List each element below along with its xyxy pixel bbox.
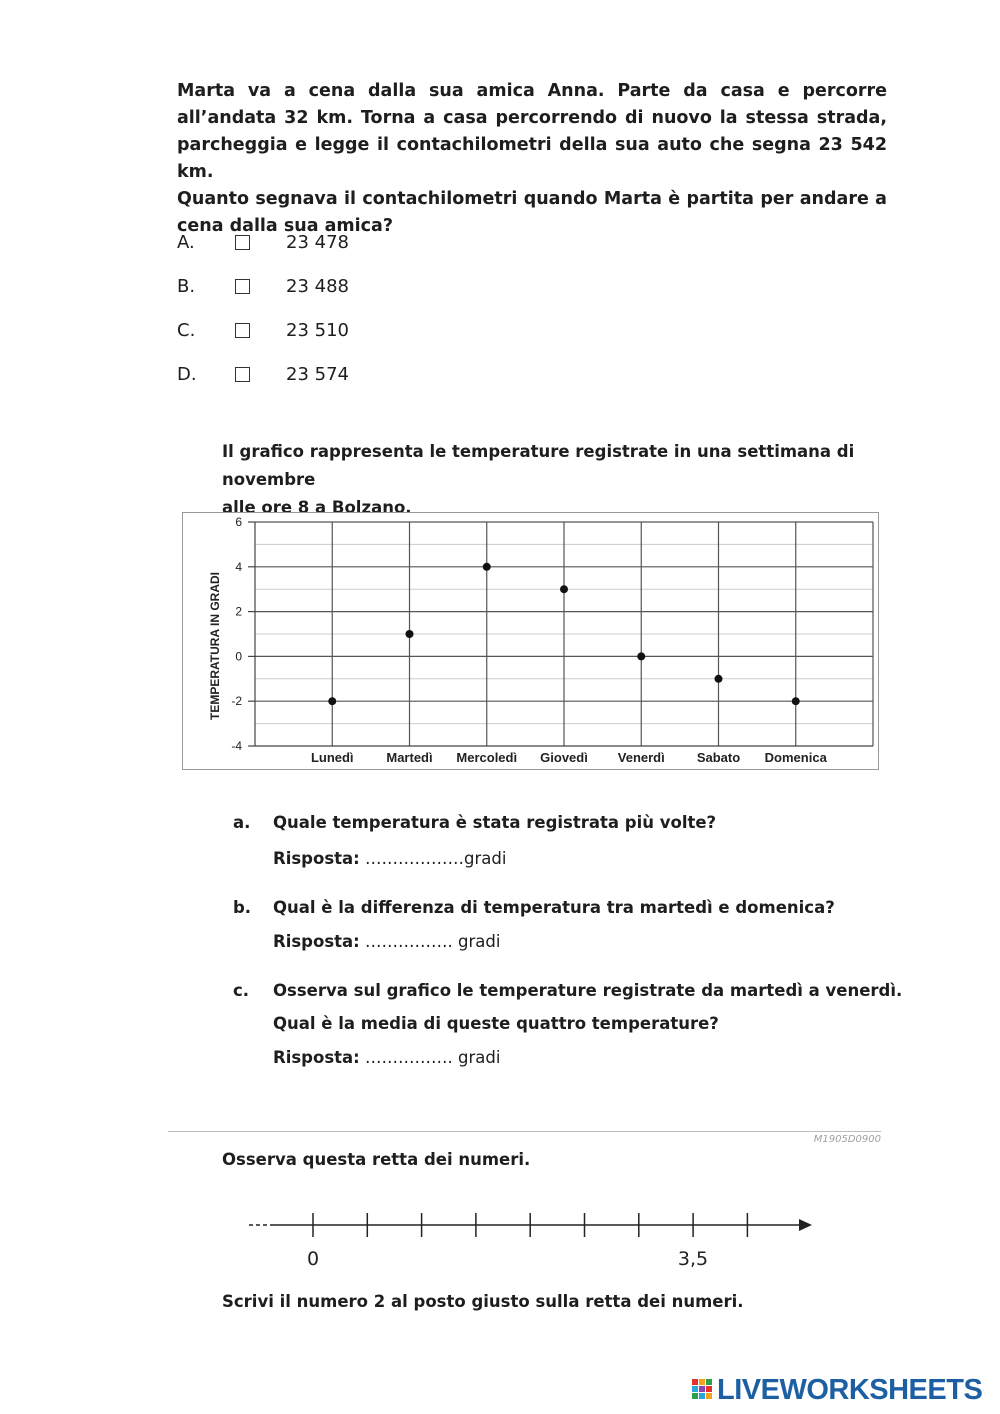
- chart-x-tick-label: Mercoledì: [456, 750, 518, 765]
- number-line[interactable]: [240, 1205, 820, 1275]
- question-2-intro-line-2: alle ore 8 a Bolzano.: [222, 498, 412, 517]
- question-1-paragraph-2: Quanto segnava il contachilometri quando Marta è partita per andare a cena dalla sua amica?: [177, 189, 887, 236]
- chart-x-tick-label: Lunedì: [310, 750, 354, 765]
- chart-x-tick-label: Martedì: [386, 750, 433, 765]
- option-letter: A.: [177, 231, 195, 253]
- chart-x-tick-label: Venerdì: [617, 750, 665, 765]
- option-value: 23 510: [286, 319, 349, 341]
- chart-data-point: [792, 697, 800, 705]
- question-2-intro: [222, 438, 902, 522]
- option-c: [177, 317, 477, 343]
- logo-icon: [692, 1377, 714, 1403]
- chart-y-axis-label: TEMPERATURA IN GRADI: [208, 572, 222, 720]
- subquestion-text: Qual è la differenza di temperatura tra martedì e domenica?: [273, 898, 835, 917]
- subquestion-label: c.: [233, 981, 250, 1000]
- question-3-text: Osserva questa retta dei numeri.: [222, 1150, 531, 1169]
- option-c-checkbox[interactable]: [235, 323, 250, 338]
- chart-data-point: [715, 675, 723, 683]
- chart-x-tick-label: Sabato: [696, 750, 741, 765]
- chart-data-point: [560, 585, 568, 593]
- answer-label: Risposta:: [273, 1048, 360, 1067]
- chart-y-tick-label: 6: [235, 515, 242, 529]
- option-value: 23 478: [286, 231, 349, 253]
- temperature-chart: [182, 512, 879, 770]
- chart-data-point: [483, 563, 491, 571]
- answer-a[interactable]: [273, 848, 506, 870]
- subquestion-a: [233, 812, 913, 834]
- subquestion-label: b.: [233, 898, 252, 917]
- subquestion-c-line-2: [273, 1013, 953, 1035]
- option-letter: B.: [177, 275, 196, 297]
- question-1-text: [177, 78, 887, 240]
- logo-text: LIVEWORKSHEETS: [717, 1373, 983, 1406]
- answer-blank[interactable]: ………………gradi: [359, 849, 507, 868]
- answer-blank[interactable]: ……………. gradi: [359, 932, 501, 951]
- option-b-checkbox[interactable]: [235, 279, 250, 294]
- answer-blank[interactable]: ……………. gradi: [359, 1048, 501, 1067]
- option-value: 23 574: [286, 363, 349, 385]
- question-3-instruction: Scrivi il numero 2 al posto giusto sulla retta dei numeri.: [222, 1292, 744, 1311]
- chart-x-tick-label: Giovedì: [540, 750, 588, 765]
- option-a-checkbox[interactable]: [235, 235, 250, 250]
- subquestion-b: [233, 897, 913, 919]
- answer-b[interactable]: [273, 931, 500, 953]
- question-2-intro-line-1: Il grafico rappresenta le temperature registrate in una settimana di novembre: [222, 442, 855, 489]
- section-divider: [168, 1131, 881, 1132]
- answer-label: Risposta:: [273, 849, 360, 868]
- option-b: [177, 273, 477, 299]
- subquestion-text: Osserva sul grafico le temperature registrate da martedì a venerdì.: [273, 981, 903, 1000]
- chart-data-point: [637, 652, 645, 660]
- chart-y-tick-label: -4: [231, 739, 242, 753]
- option-a: [177, 229, 477, 255]
- subquestion-label: a.: [233, 813, 251, 832]
- answer-label: Risposta:: [273, 932, 360, 951]
- chart-data-point: [406, 630, 414, 638]
- chart-y-tick-label: 0: [235, 649, 242, 664]
- number-line-label-end: 3,5: [677, 1248, 709, 1270]
- chart-y-tick-label: -2: [231, 694, 242, 709]
- subquestion-text: Qual è la media di queste quattro temperature?: [273, 1014, 719, 1033]
- chart-y-tick-label: 2: [235, 604, 242, 619]
- number-line-label-zero: 0: [306, 1248, 320, 1270]
- chart-x-tick-label: Domenica: [764, 750, 827, 765]
- answer-c[interactable]: [273, 1047, 500, 1069]
- option-d-checkbox[interactable]: [235, 367, 250, 382]
- subquestion-c: [233, 980, 913, 1002]
- option-letter: C.: [177, 319, 196, 341]
- number-line-arrow-icon: [799, 1219, 812, 1231]
- subquestion-text: Quale temperatura è stata registrata più volte?: [273, 813, 717, 832]
- item-code: M1905D0900: [813, 1134, 881, 1145]
- chart-data-point: [328, 697, 336, 705]
- question-1-paragraph-1: Marta va a cena dalla sua amica Anna. Parte da casa e percorre all’andata 32 km. Torna a casa percorrendo di nuovo la stessa strada, parcheggia e legge il contachilometri della sua auto che segna 23 542 km.: [177, 81, 887, 182]
- option-value: 23 488: [286, 275, 349, 297]
- option-letter: D.: [177, 363, 197, 385]
- option-d: [177, 361, 477, 387]
- chart-y-tick-label: 4: [235, 559, 242, 574]
- liveworksheets-logo: [692, 1372, 992, 1408]
